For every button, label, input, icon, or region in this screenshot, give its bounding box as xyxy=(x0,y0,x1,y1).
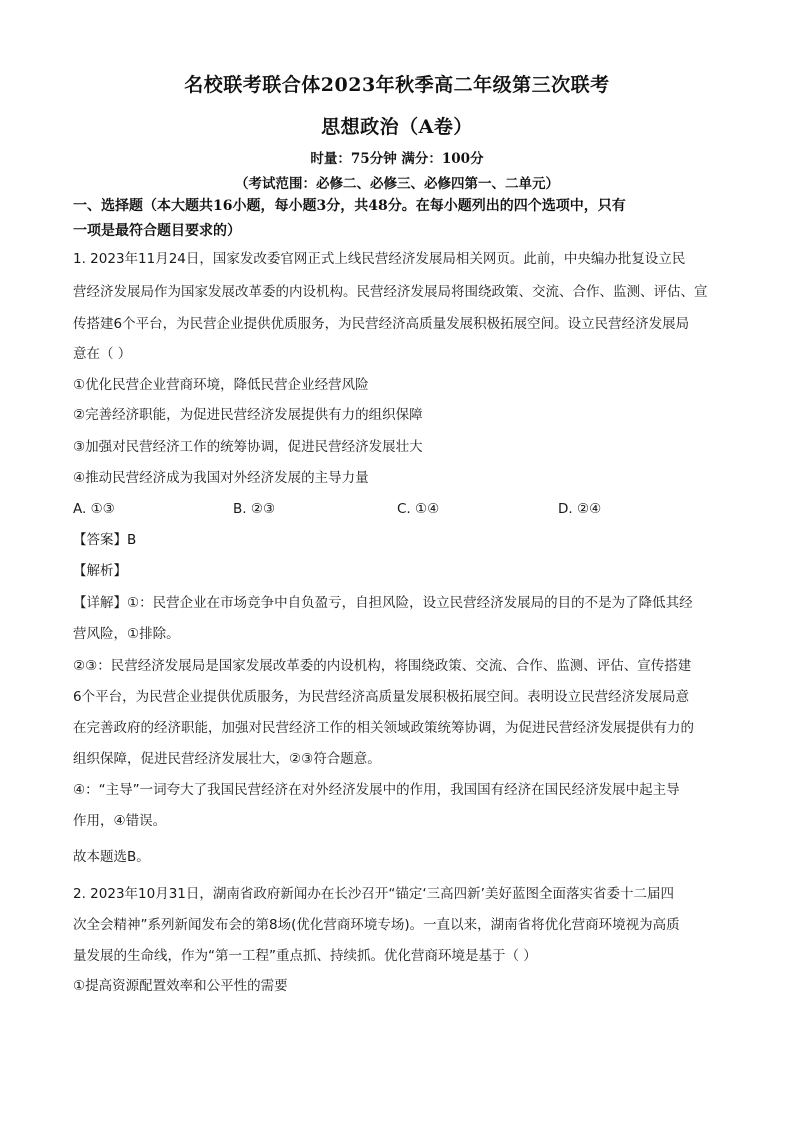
section-heading xyxy=(73,194,733,244)
q1-statement: ①优化民营企业营商环境，降低民营企业经营风险 xyxy=(73,377,369,393)
section-heading-line: 一、选择题（本大题共16小题，每小题3分，共48分。在每小题列出的四个选项中，只有 xyxy=(73,198,626,214)
exam-subtitle: 思想政治（A卷） xyxy=(321,116,473,138)
section-heading-line: 一项是最符合题目要求的） xyxy=(73,223,241,239)
exam-scope-line: （考试范围：必修二、必修三、必修四第一、二单元） xyxy=(235,176,559,192)
q1-answer: 【答案】B xyxy=(73,532,137,548)
q2-stem-line: 次全会精神”系列新闻发布会的第8场(优化营商环境专场)。一直以来，湖南省将优化营商环境视为高质 xyxy=(73,917,680,933)
q1-explanation-line: 组织保障，促进民营经济发展壮大，②③符合题意。 xyxy=(73,751,381,767)
q1-analysis-label: 【解析】 xyxy=(73,563,127,579)
q1-explanation-line: 营风险，①排除。 xyxy=(73,626,180,642)
q1-explanation-line: 6个平台，为民营企业提供优质服务，为民营经济高质量发展积极拓展空间。表明设立民营经济发展局意 xyxy=(73,689,690,705)
exam-title: 名校联考联合体2023年秋季高二年级第三次联考 xyxy=(184,74,610,96)
q2-statement: ①提高资源配置效率和公平性的需要 xyxy=(73,978,288,994)
q1-option-d: D. ②④ xyxy=(558,501,602,517)
q2-stem-line: 量发展的生命线，作为“第一工程”重点抓、持续抓。优化营商环境是基于（ ） xyxy=(73,948,537,964)
q1-explanation-line: 【详解】①：民营企业在市场竞争中自负盈亏，自担风险，设立民营经济发展局的目的不是为了降低其经 xyxy=(73,595,693,611)
q1-explanation-line: 在完善政府的经济职能，加强对民营经济工作的相关领域政策统筹协调，为促进民营经济发展提供有力的 xyxy=(73,720,694,736)
q1-stem-line: 1. 2023年11月24日，国家发改委官网正式上线民营经济发展局相关网页。此前，中央编办批复设立民 xyxy=(73,251,686,267)
time-score-line: 时量：75分钟 满分：100分 xyxy=(310,151,484,167)
q1-option-c: C. ①④ xyxy=(397,501,440,517)
q1-stem-line: 营经济发展局作为国家发展改革委的内设机构。民营经济发展局将围绕政策、交流、合作、监测、评估、宣 xyxy=(73,284,708,300)
q1-statement: ④推动民营经济成为我国对外经济发展的主导力量 xyxy=(73,470,369,486)
q1-statement: ②完善经济职能，为促进民营经济发展提供有力的组织保障 xyxy=(73,407,423,423)
q1-stem-line: 意在（ ） xyxy=(73,346,132,362)
q2-stem-line: 2. 2023年10月31日，湖南省政府新闻办在长沙召开“锚定‘三高四新’美好蓝图全面落实省委十二届四 xyxy=(73,886,674,902)
q1-explanation-line: ④：“主导”一词夸大了我国民营经济在对外经济发展中的作用，我国国有经济在国民经济发展中起主导 xyxy=(73,782,680,798)
q1-option-a: A. ①③ xyxy=(73,501,115,517)
q1-option-b: B. ②③ xyxy=(233,501,276,517)
q1-stem-line: 传搭建6个平台，为民营企业提供优质服务，为民营经济高质量发展积极拓展空间。设立民营经济发展局 xyxy=(73,316,690,332)
q1-explanation-line: ②③：民营经济发展局是国家发展改革委的内设机构，将围绕政策、交流、合作、监测、评估、宣传搭建 xyxy=(73,658,692,674)
q1-explanation-line: 故本题选B。 xyxy=(73,849,150,865)
q1-explanation-line: 作用，④错误。 xyxy=(73,813,167,829)
q1-statement: ③加强对民营经济工作的统筹协调，促进民营经济发展壮大 xyxy=(73,439,423,455)
